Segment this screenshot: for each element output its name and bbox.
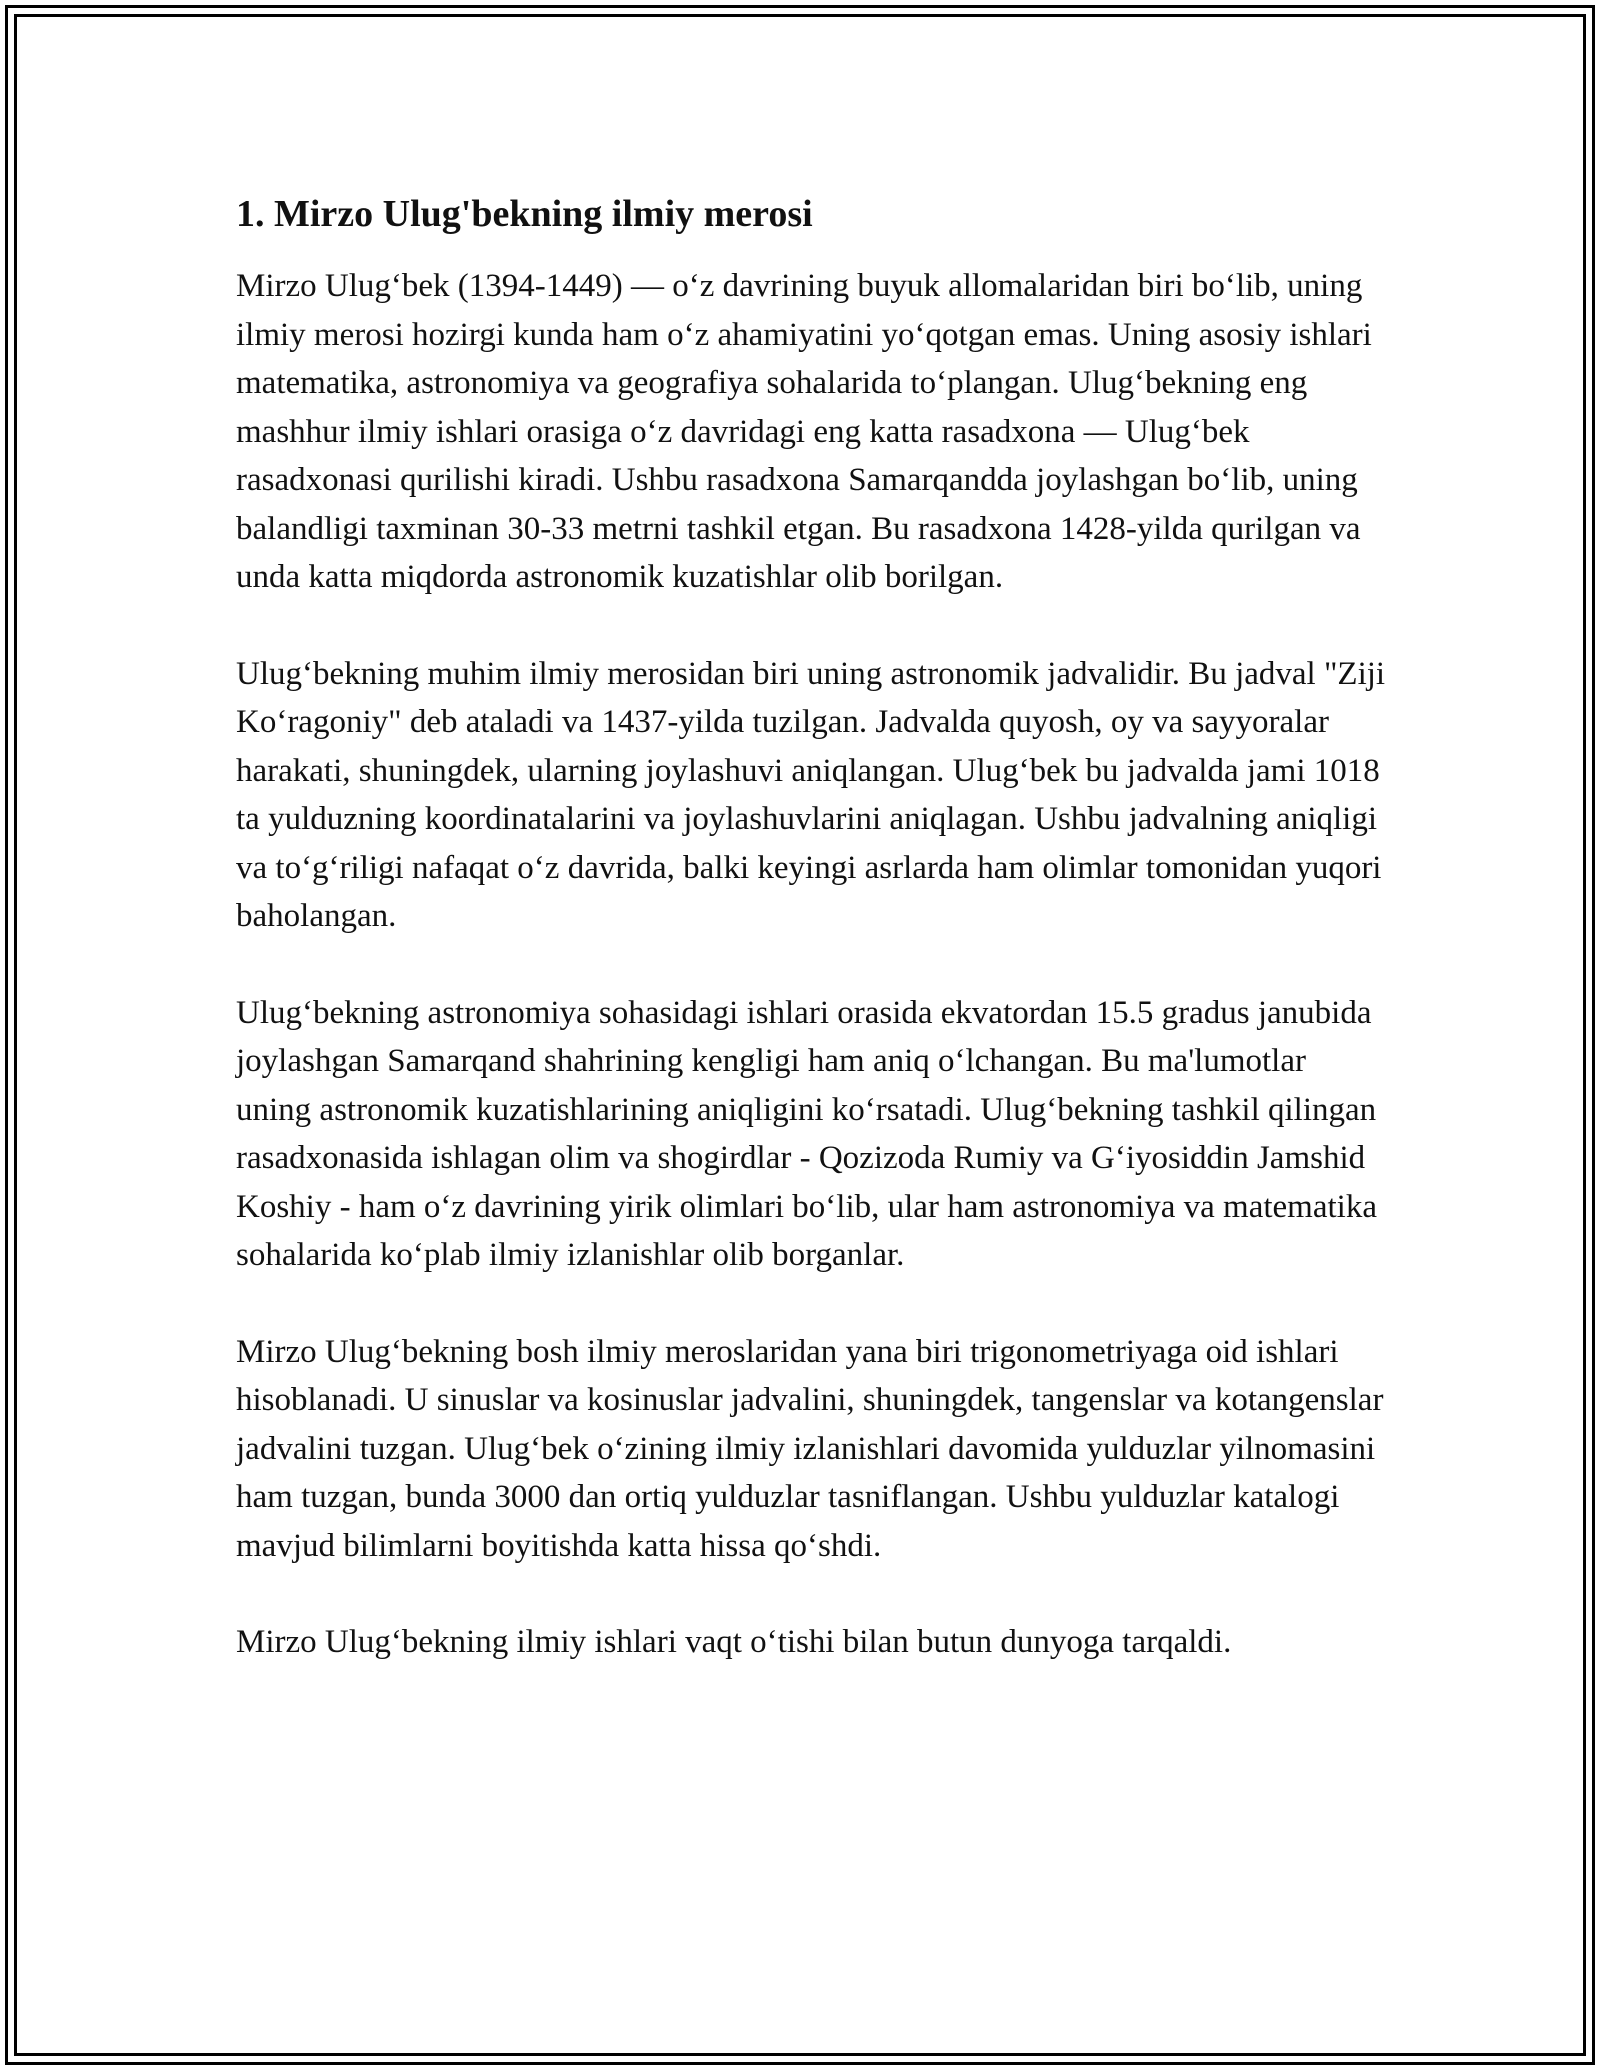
paragraph-latitude-and-students: Ulug‘bekning astronomiya sohasidagi ishlari orasida ekvatordan 15.5 gradus janubida joylashgan Samarqand shahrining kengligi ham aniq o‘lchangan. Bu ma'lumotlar uning astronomik kuzatishlarining aniqligini ko‘rsatadi. Ulug‘bekning tashkil qilingan rasadxonasida ishlagan olim va shogirdlar - Qozizoda Rumiy va G‘iyosiddin Jamshid Koshiy - ham o‘z davrining yirik olimlari bo‘lib, ular ham astronomiya va matematika sohalarida ko‘plab ilmiy izlanishlar olib borganlar. xyxy=(236,994,1377,1273)
section-heading: 1. Mirzo Ulug'bekning ilmiy merosi xyxy=(236,193,813,235)
paragraph-trigonometry: Mirzo Ulug‘bekning bosh ilmiy meroslaridan yana biri trigonometriyaga oid ishlari hisoblanadi. U sinuslar va kosinuslar jadvalini, shuningdek, tangenslar va kotangenslar jadvalini tuzgan. Ulug‘bek o‘zining ilmiy izlanishlari davomida yulduzlar yilnomasini ham tuzgan, bunda 3000 dan ortiq yulduzlar tasniflangan. Ushbu yulduzlar katalogi mavjud bilimlarni boyitishda katta hissa qo‘shdi. xyxy=(236,1333,1384,1564)
paragraph-observatory: Mirzo Ulug‘bek (1394-1449) — o‘z davrining buyuk allomalaridan biri bo‘lib, uning ilmiy merosi hozirgi kunda ham o‘z ahamiyatini yo‘qotgan emas. Uning asosiy ishlari matematika, astronomiya va geografiya sohalarida to‘plangan. Ulug‘bekning eng mashhur ilmiy ishlari orasiga o‘z davridagi eng katta rasadxona — Ulug‘bek rasadxonasi qurilishi kiradi. Ushbu rasadxona Samarqandda joylashgan bo‘lib, uning balandligi taxminan 30-33 metrni tashkil etgan. Bu rasadxona 1428-yilda qurilgan va unda katta miqdorda astronomik kuzatishlar olib borilgan. xyxy=(236,268,1372,595)
paragraph-legacy: Mirzo Ulug‘bekning ilmiy ishlari vaqt o‘tishi bilan butun dunyoga tarqaldi. xyxy=(236,1624,1232,1660)
paragraph-astronomical-tables: Ulug‘bekning muhim ilmiy merosidan biri uning astronomik jadvalidir. Bu jadval "Ziji Ko‘ragoniy" deb ataladi va 1437-yilda tuzilgan. Jadvalda quyosh, oy va sayyoralar harakati, shuningdek, ularning joylashuvi aniqlangan. Ulug‘bek bu jadvalda jami 1018 ta yulduzning koordinatalarini va joylashuvlarini aniqlagan. Ushbu jadvalning aniqligi va to‘g‘riligi nafaqat o‘z davrida, balki keyingi asrlarda ham olimlar tomonidan yuqori baholangan. xyxy=(236,655,1386,934)
document-body xyxy=(236,188,1386,1667)
